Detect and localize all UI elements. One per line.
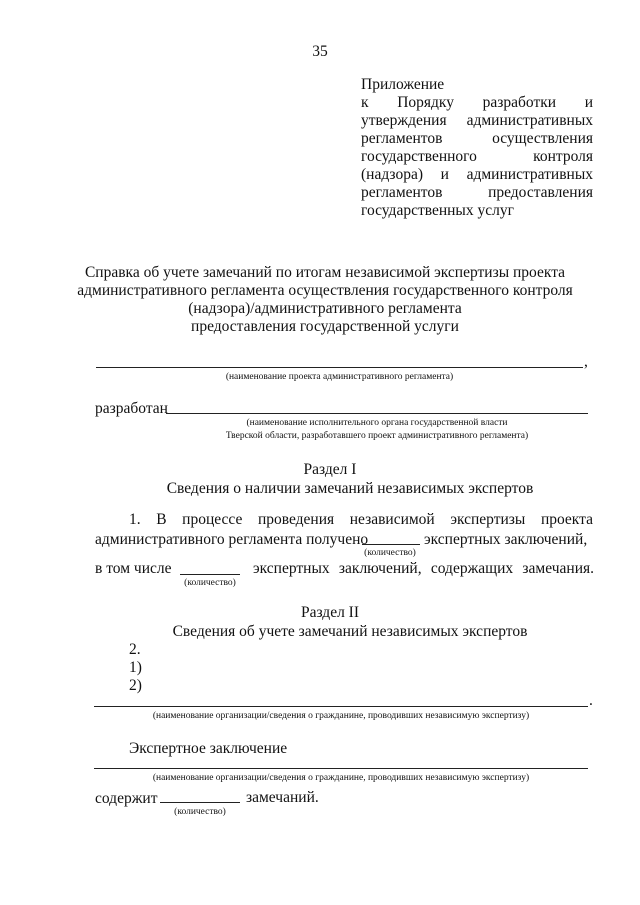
section1-subheading: Сведения о наличии замечаний независимых экспертов — [166, 480, 534, 497]
annex-word: утверждения — [361, 112, 447, 129]
annex-word: и — [584, 94, 593, 111]
annex-word: регламентов — [361, 184, 443, 201]
paragraph-word: проекта — [540, 511, 593, 528]
title-line-1: Справка об учете замечаний по итогам независимой экспертизы проекта — [84, 264, 566, 281]
title-line-2: административного регламента осуществления государственного контроля — [77, 282, 573, 299]
received-count-caption: (количество) — [364, 548, 416, 558]
annex-line-7 — [361, 184, 593, 202]
section1-paragraph-line-1 — [129, 511, 593, 529]
regulation-name-caption: (наименование проекта административного регламента) — [225, 372, 454, 382]
including-count-line — [180, 574, 240, 575]
contains-count-line — [160, 802, 240, 803]
developed-by-caption-1: (наименование исполнительного органа государственной власти — [246, 418, 508, 428]
annex-line-8: государственных услуг — [361, 202, 514, 219]
section1-including-tail — [253, 560, 594, 578]
annex-word: административных — [466, 112, 593, 129]
paragraph-word: содержащих — [430, 560, 514, 577]
annex-word: и — [440, 166, 449, 183]
paragraph-word: В — [156, 511, 167, 528]
annex-line-5 — [361, 148, 593, 166]
expert-conclusion-caption: (наименование организации/сведения о гражданине, проводивших независимую экспертизу) — [152, 773, 530, 783]
annex-word: осуществления — [492, 130, 593, 147]
section2-org-line — [94, 706, 588, 707]
regulation-name-comma: , — [584, 353, 588, 370]
paragraph-word: экспертных — [253, 560, 330, 577]
annex-word: Порядку — [397, 94, 454, 111]
expert-conclusion-line — [94, 768, 588, 769]
contains-label: содержит — [95, 790, 158, 807]
section2-dot: . — [589, 692, 593, 709]
document-title — [60, 264, 590, 336]
annex-line-1: Приложение — [361, 76, 445, 93]
annex-word: административных — [466, 166, 593, 183]
annex-line-6 — [361, 166, 593, 184]
paragraph-word: независимой — [349, 511, 435, 528]
received-count-line — [362, 544, 420, 545]
page-number: 35 — [312, 43, 328, 60]
including-count-caption: (количество) — [184, 578, 236, 588]
developed-by-line — [166, 413, 588, 414]
paragraph-word: процессе — [182, 511, 243, 528]
section2-org-caption: (наименование организации/сведения о гражданине, проводивших независимую экспертизу) — [152, 711, 530, 721]
annex-word: (надзора) — [361, 166, 423, 183]
paragraph-word: замечания. — [522, 560, 594, 577]
section2-item-1: 1) — [129, 659, 142, 676]
annex-word: государственного — [361, 148, 477, 165]
section1-including-text: в том числе — [95, 560, 172, 577]
annex-line-3 — [361, 112, 593, 130]
section1-received-text: административного регламента получено — [95, 531, 369, 548]
developed-by-label: разработан — [95, 400, 168, 417]
section2-item-2: 2. — [129, 641, 141, 658]
section2-heading: Раздел II — [300, 604, 360, 621]
annex-line-4 — [361, 130, 593, 148]
regulation-name-line — [96, 367, 583, 368]
paragraph-word: 1. — [129, 511, 141, 528]
title-line-3: (надзора)/административного регламента — [188, 300, 462, 317]
contains-count-caption: (количество) — [174, 807, 226, 817]
developed-by-caption-2: Тверской области, разработавшего проект административного регламента) — [225, 431, 529, 441]
annex-word: предоставления — [488, 184, 593, 201]
annex-word: к — [361, 94, 369, 111]
paragraph-word: проведения — [257, 511, 335, 528]
annex-word: контроля — [533, 148, 593, 165]
section1-heading: Раздел I — [303, 461, 357, 478]
annex-line-2 — [361, 94, 593, 112]
section1-received-tail: экспертных заключений, — [424, 531, 588, 548]
annex-word: разработки — [482, 94, 557, 111]
paragraph-word: заключений, — [338, 560, 422, 577]
expert-conclusion-label: Экспертное заключение — [129, 740, 288, 757]
contains-tail: замечаний. — [246, 789, 319, 806]
annex-block — [361, 76, 593, 220]
title-line-4: предоставления государственной услуги — [191, 318, 459, 335]
section2-subheading: Сведения об учете замечаний независимых экспертов — [172, 623, 528, 640]
section2-item-2-sub: 2) — [129, 677, 142, 694]
annex-word: регламентов — [361, 130, 443, 147]
paragraph-word: экспертизы — [450, 511, 526, 528]
